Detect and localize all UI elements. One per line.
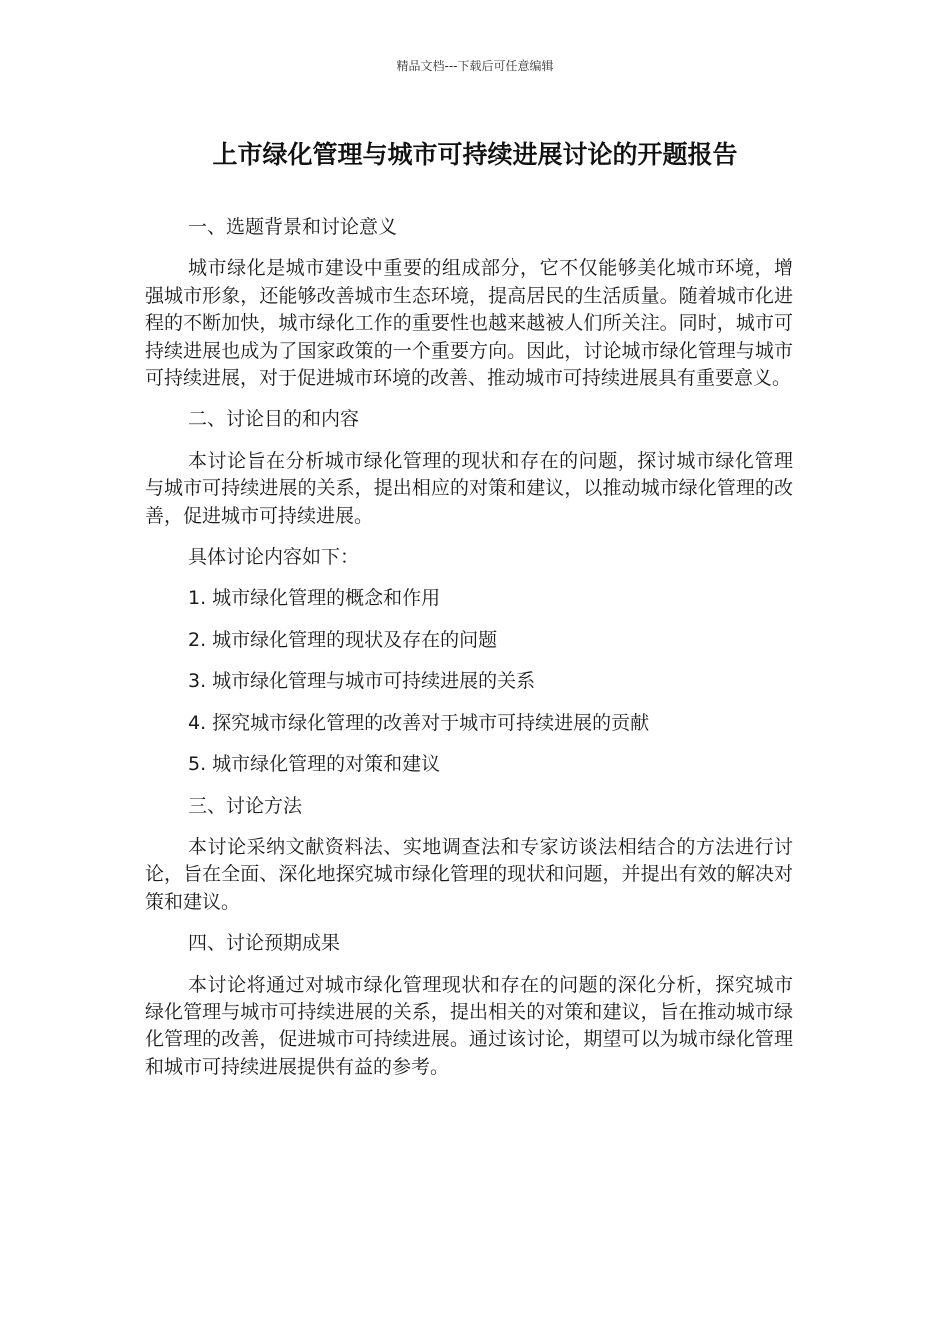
document-title: 上市绿化管理与城市可持续进展讨论的开题报告 (212, 140, 738, 169)
paragraph-outcomes: 本讨论将通过对城市绿化管理现状和存在的问题的深化分析，探究城市绿化管理与城市可持续进展的关系，提出相关的对策和建议，旨在推动城市绿化管理的改善，促进城市可持续进展。通过该讨论，期望可以为城市绿化管理和城市可持续进展提供有益的参考。 (145, 973, 793, 1078)
section-heading-method: 三、讨论方法 (188, 794, 303, 817)
section-heading-background: 一、选题背景和讨论意义 (188, 216, 398, 238)
paragraph-background: 城市绿化是城市建设中重要的组成部分，它不仅能够美化城市环境，增强城市形象，还能够改善城市生态环境，提高居民的生活质量。随着城市化进程的不断加快，城市绿化工作的重要性也越来越被人们所关注。同时，城市可持续进展也成为了国家政策的一个重要方向。因此，讨论城市绿化管理与城市可持续进展，对于促进城市环境的改善、推动城市可持续进展具有重要意义。 (145, 257, 793, 390)
section-heading-outcomes: 四、讨论预期成果 (188, 932, 341, 955)
section-heading-purpose: 二、讨论目的和内容 (188, 408, 360, 431)
content-list (145, 585, 793, 778)
page-header: 精品文档---下载后可任意编辑 (396, 59, 554, 73)
list-intro: 具体讨论内容如下： (188, 546, 360, 569)
list-item: 5. 城市绿化管理的对策和建议 (188, 753, 441, 776)
list-item: 1. 城市绿化管理的概念和作用 (188, 587, 441, 610)
list-item: 2. 城市绿化管理的现状及存在的问题 (188, 628, 498, 651)
paragraph-method: 本讨论采纳文献资料法、实地调查法和专家访谈法相结合的方法进行讨论，旨在全面、深化地探究城市绿化管理的现状和问题，并提出有效的解决对策和建议。 (145, 835, 793, 913)
list-item: 3. 城市绿化管理与城市可持续进展的关系 (188, 670, 536, 693)
list-item: 4. 探究城市绿化管理的改善对于城市可持续进展的贡献 (188, 711, 650, 734)
paragraph-purpose: 本讨论旨在分析城市绿化管理的现状和存在的问题，探讨城市绿化管理与城市可持续进展的关系，提出相应的对策和建议，以推动城市绿化管理的改善，促进城市可持续进展。 (145, 449, 793, 527)
document-body (145, 214, 793, 1095)
